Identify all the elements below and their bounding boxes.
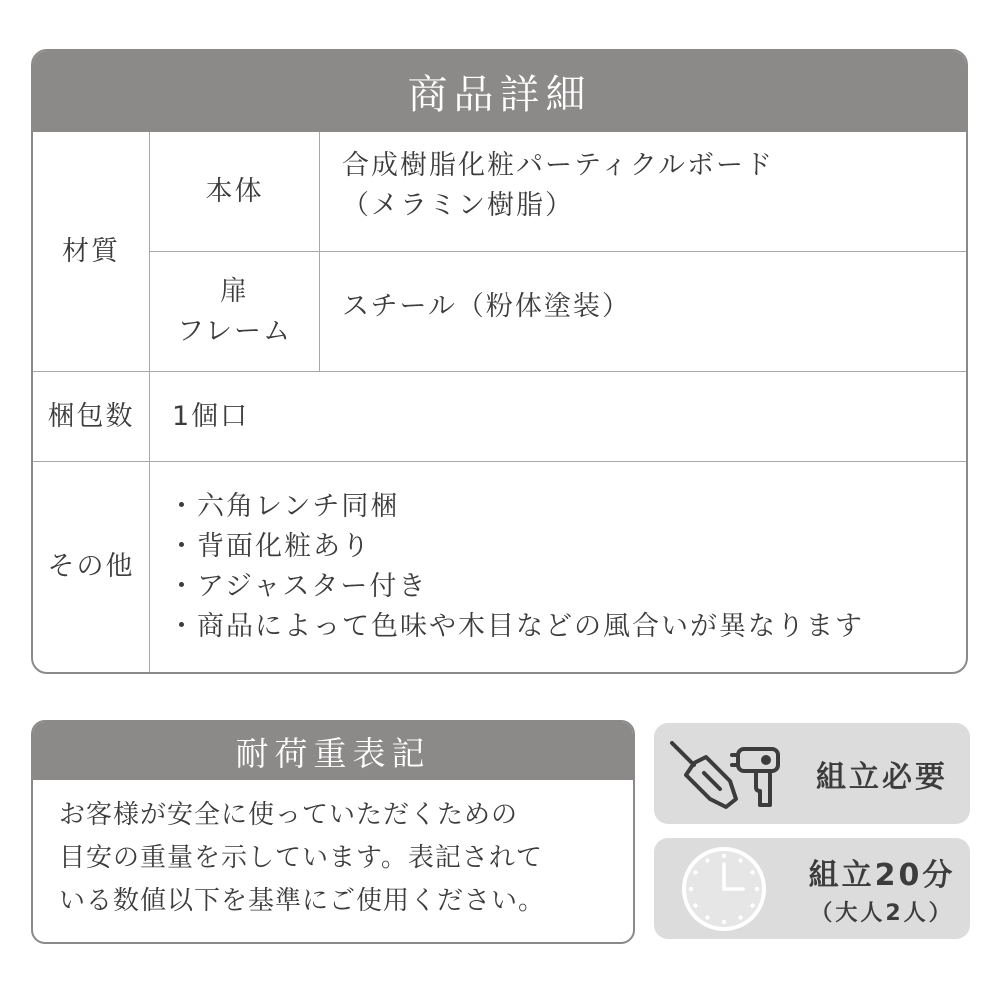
load-capacity-title: 耐荷重表記 [33,722,633,780]
door-label-line1: 扉 [219,276,249,308]
clock-icon [654,838,794,939]
package-count-label: 梱包数 [33,372,150,462]
door-label-line2: フレーム [177,315,292,347]
load-capacity-text [33,780,633,923]
assembly-people-label: （大人2人） [810,901,954,926]
body-value-line1: 合成樹脂化粧パーティクルボード [342,150,775,182]
load-text-line2: 目安の重量を示しています。表記されて [59,843,543,873]
other-list [168,487,864,647]
assembly-required-label [794,752,970,796]
load-text-line1: お客様が安全に使っていただくための [59,800,519,830]
assembly-time-badge [654,838,970,939]
door-frame-label [150,252,320,372]
assembly-required-badge [654,723,970,824]
assembly-time-text [794,850,970,927]
other-item-adjuster: ・ アジャスター付き [168,567,864,607]
other-label: その他 [33,462,150,672]
other-item-hex-wrench: ・ 六角レンチ同梱 [168,487,864,527]
product-detail-table [31,49,968,674]
screwdriver-drill-icon [654,723,794,824]
assembly-required-text: 組立必要 [816,759,948,795]
detail-grid [33,132,966,672]
package-count-value: 1個口 [150,372,966,462]
load-text-line3: いる数値以下を基準にご使用ください。 [59,886,546,916]
load-capacity-panel [31,720,635,944]
material-label: 材質 [33,132,150,372]
body-value [320,132,966,252]
other-item-texture-note: ・ 商品によって色味や木目などの風合いが異なります [168,607,864,647]
body-label: 本体 [150,132,320,252]
body-value-line2: （メラミン樹脂） [342,189,574,221]
door-frame-value: スチール（粉体塗装） [320,252,966,372]
other-value [150,462,966,672]
other-item-finished-back: ・ 背面化粧あり [168,527,864,567]
detail-title: 商品詳細 [33,51,966,132]
assembly-time-label: 組立20分 [808,858,956,893]
